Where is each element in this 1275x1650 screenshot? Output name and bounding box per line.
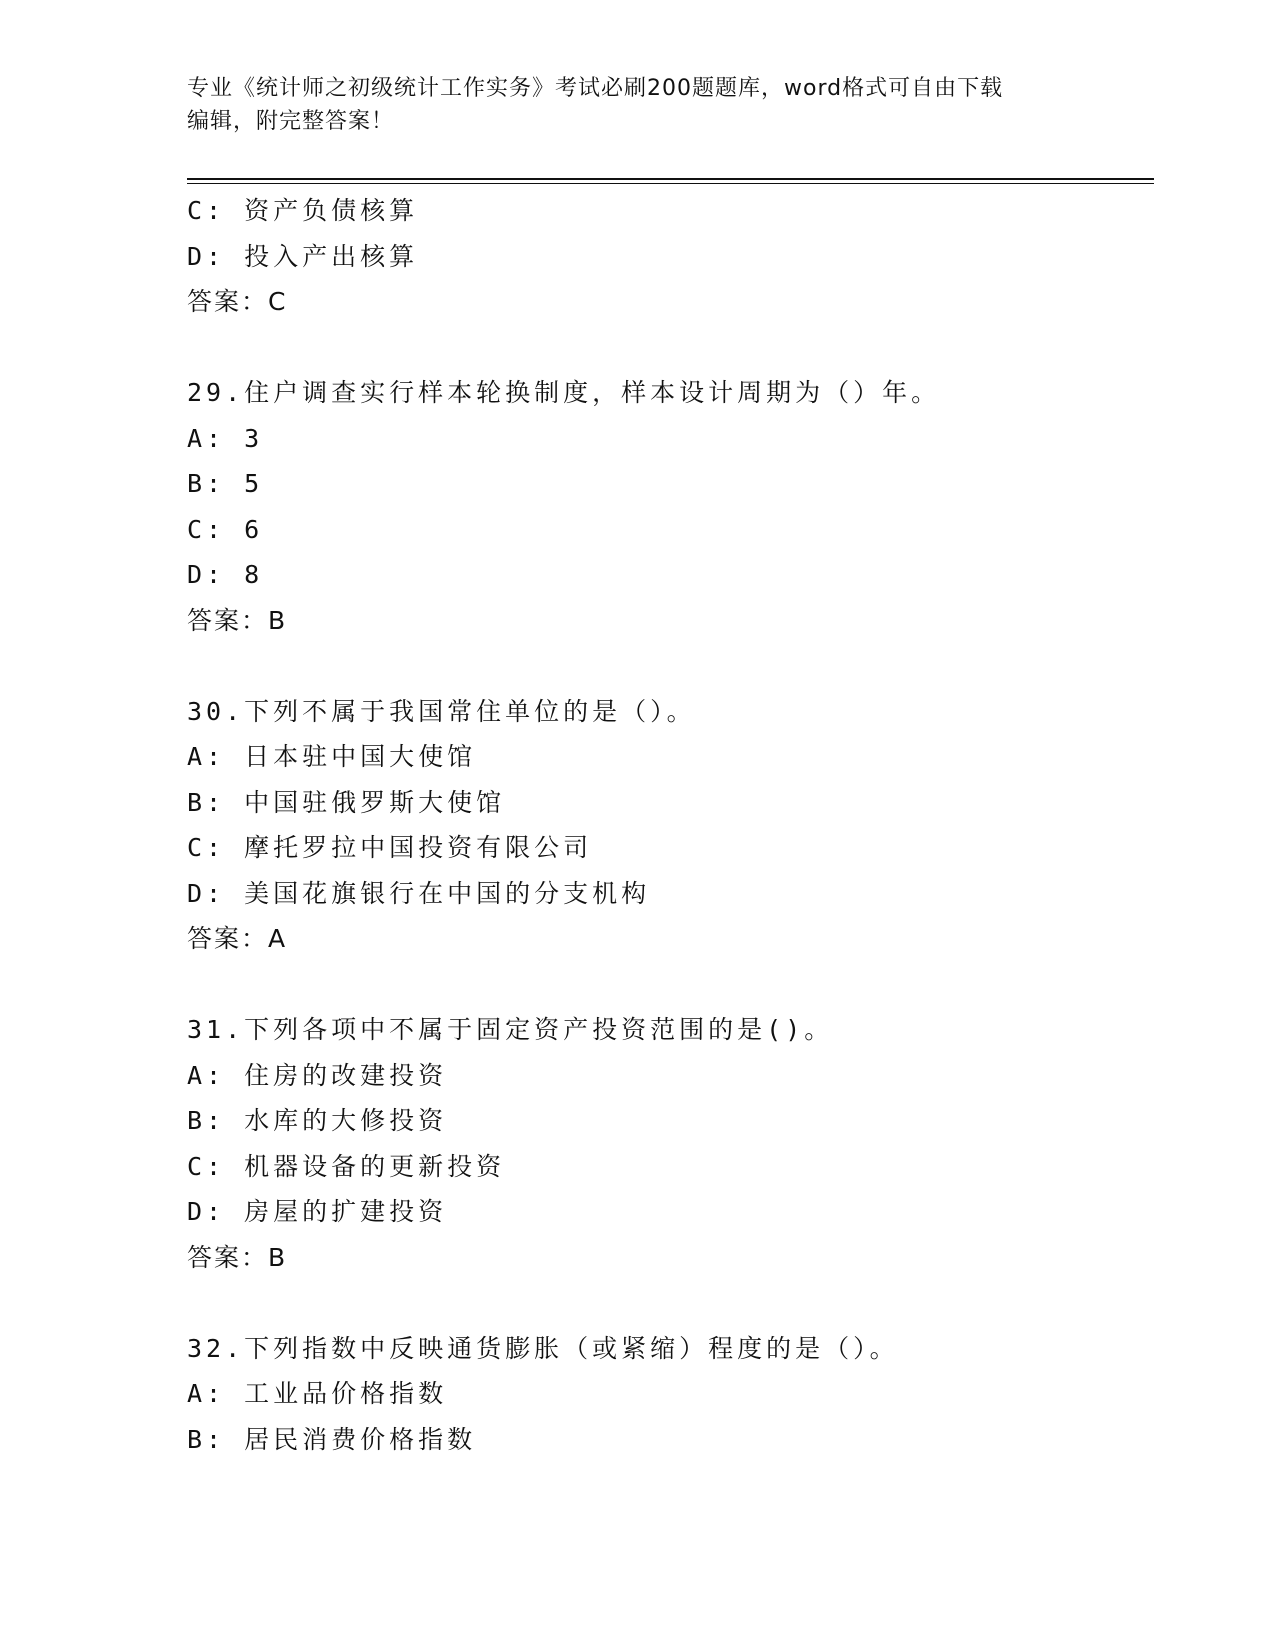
option-b: B: 5 <box>187 469 264 498</box>
option-d: D: 投入产出核算 <box>187 241 419 271</box>
question-29 <box>187 370 1154 643</box>
option-d: D: 房屋的扩建投资 <box>187 1197 448 1226</box>
option-c: C: 6 <box>187 514 264 544</box>
question-stem: 29.住户调查实行样本轮换制度，样本设计周期为（）年。 <box>187 378 941 407</box>
answer-line: 答案：C <box>187 287 288 316</box>
question-stem: 32.下列指数中反映通货膨胀（或紧缩）程度的是（）。 <box>187 1333 899 1363</box>
option-c: C: 机器设备的更新投资 <box>187 1151 506 1181</box>
option-c: C: 资产负债核算 <box>187 196 419 225</box>
option-b: B: 中国驻俄罗斯大使馆 <box>187 787 506 817</box>
header-divider-thin <box>187 183 1154 184</box>
header-line-1: 专业《统计师之初级统计工作实务》考试必刷200题题库，word格式可自由下载 <box>187 76 1004 101</box>
option-c: C: 摩托罗拉中国投资有限公司 <box>187 833 593 862</box>
header-divider-thick <box>187 178 1154 180</box>
spacer <box>187 962 1154 1008</box>
option-b: B: 水库的大修投资 <box>187 1106 448 1135</box>
header-line-2: 编辑，附完整答案！ <box>187 109 395 134</box>
question-list <box>187 188 1154 1462</box>
option-a: A: 工业品价格指数 <box>187 1379 448 1408</box>
option-d: D: 8 <box>187 560 264 589</box>
question-31 <box>187 1007 1154 1280</box>
answer-line: 答案：A <box>187 924 288 953</box>
option-b: B: 居民消费价格指数 <box>187 1424 477 1454</box>
question-stem: 31.下列各项中不属于固定资产投资范围的是()。 <box>187 1015 834 1044</box>
question-32 <box>187 1326 1154 1463</box>
answer-line: 答案：B <box>187 605 288 635</box>
question-28-tail <box>187 188 1154 325</box>
spacer <box>187 643 1154 689</box>
option-a: A: 3 <box>187 423 264 453</box>
document-header <box>187 72 1087 138</box>
answer-line: 答案：B <box>187 1242 288 1272</box>
option-a: A: 住房的改建投资 <box>187 1060 448 1090</box>
question-30 <box>187 689 1154 962</box>
spacer <box>187 325 1154 371</box>
spacer <box>187 1280 1154 1326</box>
option-a: A: 日本驻中国大使馆 <box>187 742 477 771</box>
option-d: D: 美国花旗银行在中国的分支机构 <box>187 878 651 908</box>
question-stem: 30.下列不属于我国常住单位的是（）。 <box>187 696 696 726</box>
